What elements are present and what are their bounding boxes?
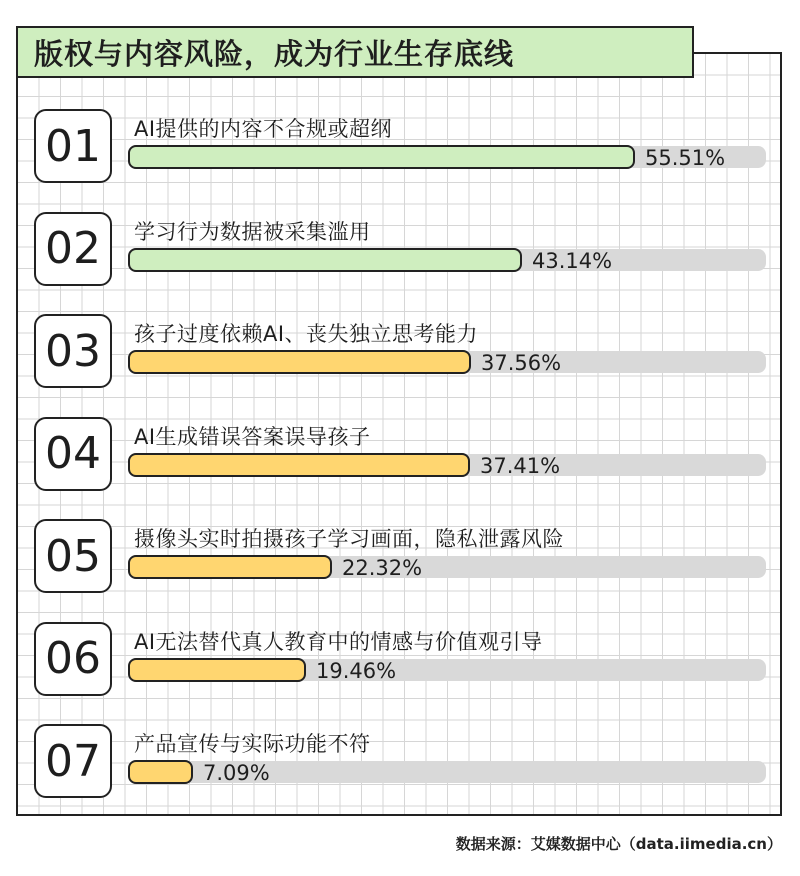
rank-number: 05	[34, 519, 112, 593]
rank-number: 03	[34, 314, 112, 388]
bar	[128, 248, 522, 272]
bar	[128, 658, 306, 682]
category-label: AI生成错误答案误导孩子	[134, 424, 371, 449]
category-label: AI无法替代真人教育中的情感与价值观引导	[134, 629, 543, 654]
bar-row	[0, 519, 800, 609]
rank-number: 07	[34, 724, 112, 798]
category-label: 摄像头实时拍摄孩子学习画面，隐私泄露风险	[134, 527, 564, 551]
bar	[128, 453, 470, 477]
category-label: 产品宣传与实际功能不符	[134, 732, 371, 756]
value-label: 37.56%	[481, 351, 562, 375]
rank-number: 04	[34, 417, 112, 491]
bar	[128, 145, 635, 169]
rank-number: 02	[34, 212, 112, 286]
value-label: 7.09%	[203, 761, 270, 785]
data-source: 数据来源：艾媒数据中心（data.iimedia.cn）	[455, 835, 782, 853]
bar-row	[0, 622, 800, 712]
bar	[128, 555, 332, 579]
value-label: 22.32%	[342, 556, 423, 580]
bar	[128, 350, 471, 374]
chart-title: 版权与内容风险，成为行业生存底线	[16, 26, 694, 78]
category-label: AI提供的内容不合规或超纲	[134, 117, 393, 141]
bar-row	[0, 417, 800, 507]
rank-number: 01	[34, 109, 112, 183]
bar-row	[0, 724, 800, 814]
bar-row	[0, 109, 800, 199]
bar	[128, 760, 193, 784]
rank-number: 06	[34, 622, 112, 696]
value-label: 37.41%	[480, 453, 561, 478]
bar-row	[0, 212, 800, 302]
bar-row	[0, 314, 800, 404]
category-label: 孩子过度依赖AI、丧失独立思考能力	[134, 322, 479, 346]
value-label: 19.46%	[316, 658, 397, 683]
value-label: 43.14%	[532, 248, 613, 273]
value-label: 55.51%	[645, 146, 726, 170]
category-label: 学习行为数据被采集滥用	[134, 219, 371, 244]
